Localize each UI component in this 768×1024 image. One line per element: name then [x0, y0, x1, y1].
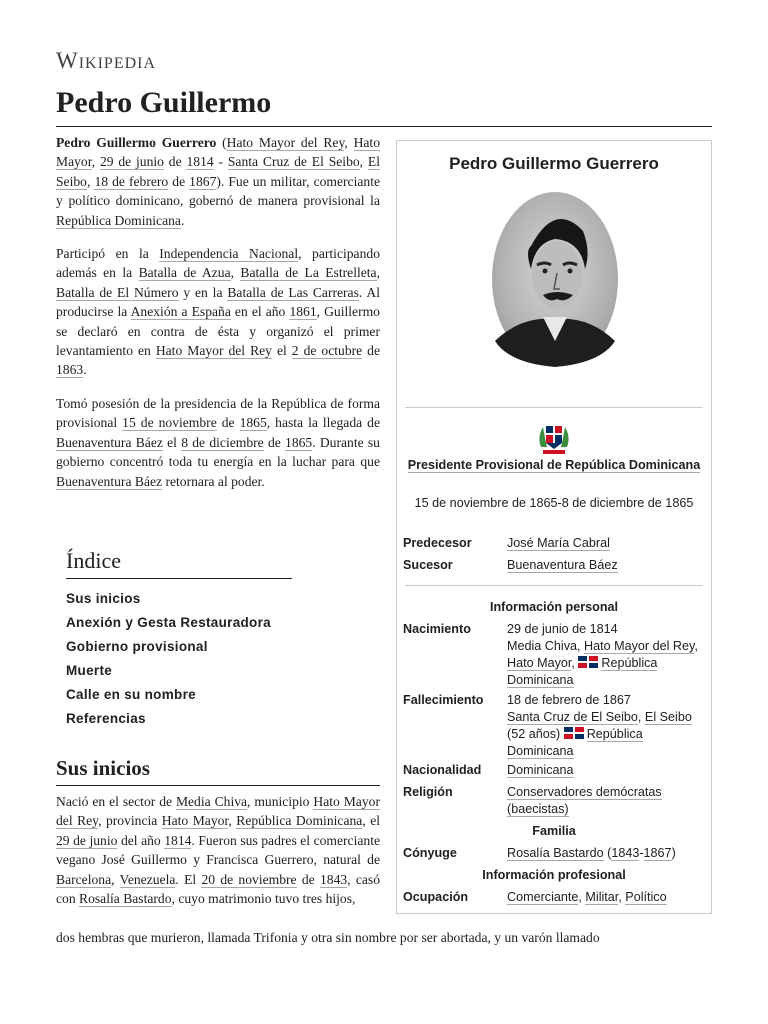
title-divider: [56, 126, 712, 127]
link-republica-dominicana-ib-2[interactable]: República Dominicana: [507, 727, 643, 758]
link-8-diciembre[interactable]: 8 de diciembre: [181, 434, 264, 450]
nationality-label: Nacionalidad: [403, 763, 482, 777]
link-republica-dominicana[interactable]: República Dominicana: [56, 212, 181, 228]
infobox-divider-2: [405, 585, 703, 586]
religion-label: Religión: [403, 785, 453, 799]
nationality-link[interactable]: Dominicana: [507, 763, 574, 777]
link-hato-mayor-del-rey-2[interactable]: Hato Mayor del Rey: [155, 343, 272, 359]
link-hato-mayor-del-rey-ib[interactable]: Hato Mayor del Rey: [584, 639, 695, 653]
spouse-row: Cónyuge Rosalía Bastardo (1843-1867): [403, 846, 676, 860]
link-venezuela[interactable]: Venezuela: [119, 871, 176, 887]
office-link[interactable]: Presidente Provisional de República Dominicana: [407, 458, 701, 472]
successor-row: [403, 557, 705, 574]
link-batalla-carreras[interactable]: Batalla de Las Carreras: [227, 284, 359, 300]
successor-link[interactable]: Buenaventura Báez: [507, 558, 618, 572]
section-sus-inicios-text: [56, 792, 380, 922]
link-barcelona[interactable]: Barcelona: [56, 871, 112, 887]
link-santa-cruz-ib[interactable]: Santa Cruz de El Seibo: [507, 710, 638, 724]
infobox: [396, 140, 712, 914]
professional-heading: Información profesional: [482, 868, 626, 882]
toc-item-referencias[interactable]: Referencias: [66, 711, 146, 726]
personal-info-heading: Información personal: [489, 600, 619, 614]
toc-item-gobierno-provisional[interactable]: Gobierno provisional: [66, 639, 208, 654]
link-1843-ib[interactable]: 1843: [611, 846, 640, 860]
section1-continuation: dos hembras que murieron, llamada Trifonia y otra sin nombre por ser abortada, y un varón llamado: [56, 930, 600, 945]
religion-row: [403, 784, 705, 818]
toc-item-calle[interactable]: Calle en su nombre: [66, 687, 196, 702]
link-1865-2[interactable]: 1865: [285, 434, 313, 450]
birth-row: Nacimiento 29 de junio de 1814 Media Chiva, Hato Mayor del Rey, Hato Mayor, República Dominicana: [403, 622, 698, 687]
link-media-chiva[interactable]: Media Chiva: [175, 794, 248, 809]
link-politico[interactable]: Político: [625, 890, 667, 904]
link-militar[interactable]: Militar: [585, 890, 619, 904]
link-republica-dominicana-2[interactable]: República Dominicana: [236, 813, 363, 829]
coat-of-arms-icon: [535, 419, 573, 457]
birth-label: Nacimiento: [403, 622, 471, 636]
term-dates: 15 de noviembre de 1865-8 de diciembre de 1865: [414, 496, 694, 510]
link-1843[interactable]: 1843: [319, 871, 348, 887]
table-of-contents: [56, 548, 380, 731]
link-1863[interactable]: 1863: [56, 362, 84, 378]
nationality-row: [403, 762, 705, 779]
death-row: Fallecimiento 18 de febrero de 1867 Santa Cruz de El Seibo, El Seibo (52 años) República Dominicana: [403, 693, 692, 758]
link-buenaventura-baez[interactable]: Buenaventura Báez: [56, 434, 163, 450]
death-date: 18 de febrero de 1867: [507, 693, 631, 707]
link-29-junio[interactable]: 29 de junio: [99, 154, 164, 170]
link-hato-mayor-ib[interactable]: Hato Mayor: [507, 656, 572, 670]
predecessor-row: [403, 535, 705, 552]
successor-label: Sucesor: [403, 558, 453, 572]
intro-paragraph-1: Pedro Guillermo Guerrero (Hato Mayor del Rey, Hato Mayor, 29 de junio de 1814 - Santa Cruz de El Seibo, El Seibo, 18 de febrero de 1867). Fue un militar, comerciante y político dominicano, gobernó de manera provisional la República Dominicana.: [56, 135, 381, 228]
link-1867[interactable]: 1867: [189, 173, 217, 189]
link-hato-mayor-del-rey-3[interactable]: Hato Mayor del Rey: [56, 794, 380, 829]
section1-paragraph: Nació en el sector de Media Chiva, municipio Hato Mayor del Rey, provincia Hato Mayor, República Dominicana, el 29 de junio del año 1814. Fueron sus padres el comerciante vegano José Guillermo y Francisca Guerrero, natural de Barcelona, Venezuela. El 20 de noviembre de 1843, casó con Rosalía Bastardo, cuyo matrimonio tuvo tres hijos,: [56, 794, 380, 907]
link-batalla-numero[interactable]: Batalla de El Número: [56, 284, 179, 300]
portrait-image[interactable]: [491, 191, 619, 367]
link-comerciante[interactable]: Comerciante: [507, 890, 579, 904]
spouse-label: Cónyuge: [403, 846, 457, 860]
dominican-flag-icon: [564, 727, 584, 739]
toc-heading: Índice: [66, 548, 292, 579]
religion-link[interactable]: Conservadores demócratas (baecistas): [507, 785, 662, 816]
link-batalla-azua[interactable]: Batalla de Azua: [138, 265, 231, 281]
link-2-octubre[interactable]: 2 de octubre: [291, 343, 363, 359]
link-1814-2[interactable]: 1814: [164, 832, 192, 848]
link-20-noviembre[interactable]: 20 de noviembre: [201, 871, 297, 887]
occupation-label: Ocupación: [403, 890, 469, 904]
link-republica-dominicana-ib[interactable]: República Dominicana: [507, 656, 658, 687]
link-media-chiva-ib[interactable]: Media Chiva: [507, 639, 577, 653]
link-hato-mayor-2[interactable]: Hato Mayor: [161, 813, 229, 829]
link-1865[interactable]: 1865: [239, 415, 267, 431]
link-1814[interactable]: 1814: [186, 154, 214, 170]
intro-paragraph-2: Participó en la Independencia Nacional, participando además en la Batalla de Azua, Batalla de La Estrelleta, Batalla de El Número y en la Batalla de Las Carreras. Al producirse la Anexión a España en el año 1861, Guillermo se declaró en contra de ésta y organizó el primer levantamiento en Hato Mayor del Rey el 2 de octubre de 1863.: [56, 246, 381, 378]
link-1861[interactable]: 1861: [289, 304, 317, 320]
infobox-divider: [405, 407, 703, 408]
link-el-seibo-ib[interactable]: El Seibo: [644, 710, 692, 724]
intro-text: [56, 133, 380, 505]
link-anexion-espana[interactable]: Anexión a España: [130, 304, 231, 320]
link-hato-mayor-del-rey[interactable]: Hato Mayor del Rey: [226, 135, 345, 150]
toc-list: [56, 587, 380, 731]
toc-item-sus-inicios[interactable]: Sus inicios: [66, 591, 141, 606]
predecessor-label: Predecesor: [403, 536, 472, 550]
link-rosalia-bastardo[interactable]: Rosalía Bastardo: [79, 891, 172, 907]
occupation-row: Ocupación Comerciante, Militar, Político: [403, 890, 667, 904]
section-heading-sus-inicios: Sus inicios: [56, 756, 380, 786]
link-18-febrero[interactable]: 18 de febrero: [94, 173, 169, 189]
dominican-flag-icon: [578, 656, 598, 668]
link-el-seibo[interactable]: El Seibo: [56, 154, 380, 189]
birth-date: 29 de junio de 1814: [507, 622, 618, 636]
subject-name: Pedro Guillermo Guerrero: [56, 135, 217, 150]
page-title: Pedro Guillermo: [56, 86, 272, 119]
intro-paragraph-3: Tomó posesión de la presidencia de la República de forma provisional 15 de noviembre de 1865, hasta la llegada de Buenaventura Báez el 8 de diciembre de 1865. Durante su gobierno concentró toda tu energía en la luchar para que Buenaventura Báez retornara al poder.: [56, 395, 380, 489]
link-15-noviembre[interactable]: 15 de noviembre: [122, 415, 217, 431]
predecessor-link[interactable]: José María Cabral: [507, 536, 610, 550]
link-santa-cruz-el-seibo[interactable]: Santa Cruz de El Seibo: [227, 154, 360, 170]
link-independencia-nacional[interactable]: Independencia Nacional: [159, 246, 299, 262]
toc-item-anexion[interactable]: Anexión y Gesta Restauradora: [66, 615, 271, 630]
link-batalla-estrelleta[interactable]: Batalla de La Estrelleta: [240, 265, 377, 281]
death-label: Fallecimiento: [403, 693, 484, 707]
family-heading: Familia: [532, 824, 576, 838]
wikipedia-logo[interactable]: Wikipedia: [56, 48, 157, 73]
toc-item-muerte[interactable]: Muerte: [66, 663, 113, 678]
link-1867-ib[interactable]: 1867: [643, 846, 672, 860]
spouse-link[interactable]: Rosalía Bastardo: [507, 846, 604, 860]
link-hato-mayor[interactable]: Hato Mayor: [56, 135, 380, 170]
infobox-title: Pedro Guillermo Guerrero: [449, 154, 659, 173]
link-29-junio-2[interactable]: 29 de junio: [56, 832, 118, 848]
link-buenaventura-baez-2[interactable]: Buenaventura Báez: [56, 473, 163, 489]
